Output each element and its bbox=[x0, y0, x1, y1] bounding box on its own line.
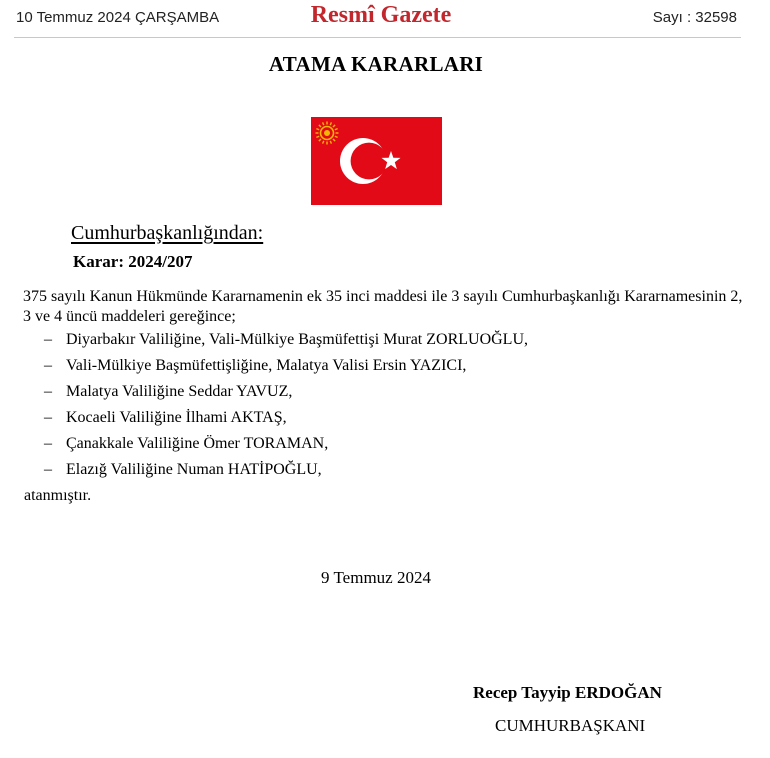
emblem-core bbox=[324, 130, 330, 136]
issue-number: Sayı : 32598 bbox=[652, 9, 737, 26]
appointment-text: Kocaeli Valiliğine İlhami AKTAŞ, bbox=[66, 409, 287, 426]
gazette-title: Resmî Gazete bbox=[310, 2, 452, 28]
appointment-text: Diyarbakır Valiliğine, Vali-Mülkiye Başmüfettişi Murat ZORLUOĞLU, bbox=[66, 331, 529, 348]
crescent-inner bbox=[351, 143, 388, 180]
dash-bullet: – bbox=[44, 357, 52, 374]
dash-bullet: – bbox=[44, 461, 52, 478]
decision-date: 9 Temmuz 2024 bbox=[321, 568, 431, 587]
appointment-text: Vali-Mülkiye Başmüfettişliğine, Malatya Valisi Ersin YAZICI, bbox=[66, 357, 467, 374]
appointment-text: Malatya Valiliğine Seddar YAVUZ, bbox=[66, 383, 293, 400]
dash-bullet: – bbox=[44, 331, 52, 348]
dash-bullet: – bbox=[44, 409, 52, 426]
dash-bullet: – bbox=[44, 383, 52, 400]
signer-name: Recep Tayyip ERDOĞAN bbox=[473, 683, 662, 702]
legal-basis-paragraph: 375 sayılı Kanun Hükmünde Kararnamenin ek 35 inci maddesi ile 3 sayılı Cumhurbaşkanlığı Kararnamesinin 2, 3 ve 4 üncü maddeleri gereğince; bbox=[23, 288, 743, 325]
issue-date: 10 Temmuz 2024 ÇARŞAMBA bbox=[16, 9, 220, 26]
signer-title: CUMHURBAŞKANI bbox=[495, 716, 646, 735]
closing-word: atanmıştır. bbox=[24, 487, 92, 504]
decision-number: Karar: 2024/207 bbox=[73, 252, 193, 271]
dash-bullet: – bbox=[44, 435, 52, 452]
appointment-text: Çanakkale Valiliğine Ömer TORAMAN, bbox=[66, 435, 329, 452]
issuing-authority: Cumhurbaşkanlığından: bbox=[71, 222, 264, 244]
appointment-text: Elazığ Valiliğine Numan HATİPOĞLU, bbox=[66, 461, 322, 478]
document-heading: ATAMA KARARLARI bbox=[268, 52, 484, 76]
masthead-divider bbox=[14, 37, 741, 38]
turkish-flag-icon bbox=[311, 117, 442, 205]
